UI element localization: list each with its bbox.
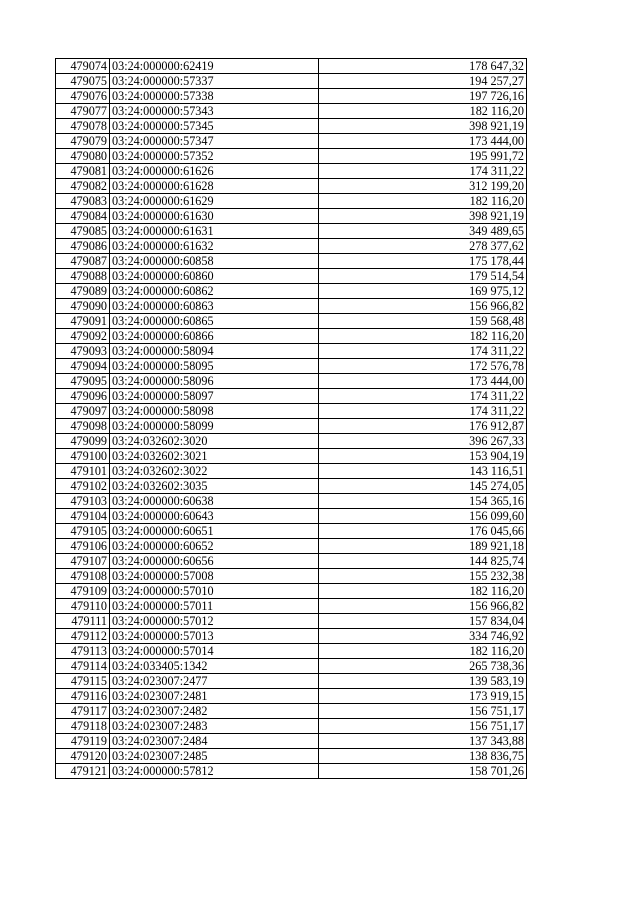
table-row (56, 404, 527, 419)
cadastral-number-cell: 03:24:000000:57012 (110, 614, 319, 629)
row-number-cell: 479119 (56, 734, 110, 749)
row-number-cell: 479105 (56, 524, 110, 539)
table-row (56, 119, 527, 134)
table-row (56, 179, 527, 194)
row-number-cell: 479099 (56, 434, 110, 449)
table-row (56, 419, 527, 434)
row-number-cell: 479110 (56, 599, 110, 614)
table-row (56, 104, 527, 119)
cadastral-value-cell: 195 991,72 (319, 149, 527, 164)
cadastral-number-cell: 03:24:000000:57014 (110, 644, 319, 659)
row-number-cell: 479097 (56, 404, 110, 419)
row-number-cell: 479078 (56, 119, 110, 134)
table-row (56, 689, 527, 704)
cadastral-value-cell: 265 738,36 (319, 659, 527, 674)
table-row (56, 659, 527, 674)
cadastral-value-table (55, 58, 527, 779)
row-number-cell: 479118 (56, 719, 110, 734)
row-number-cell: 479117 (56, 704, 110, 719)
row-number-cell: 479103 (56, 494, 110, 509)
row-number-cell: 479084 (56, 209, 110, 224)
cadastral-number-cell: 03:24:032602:3035 (110, 479, 319, 494)
cadastral-number-cell: 03:24:000000:58098 (110, 404, 319, 419)
cadastral-number-cell: 03:24:023007:2484 (110, 734, 319, 749)
cadastral-number-cell: 03:24:023007:2485 (110, 749, 319, 764)
cadastral-number-cell: 03:24:000000:58095 (110, 359, 319, 374)
table-row (56, 149, 527, 164)
row-number-cell: 479111 (56, 614, 110, 629)
cadastral-number-cell: 03:24:032602:3020 (110, 434, 319, 449)
cadastral-value-cell: 173 919,15 (319, 689, 527, 704)
cadastral-number-cell: 03:24:000000:57013 (110, 629, 319, 644)
cadastral-value-cell: 174 311,22 (319, 389, 527, 404)
table-row (56, 74, 527, 89)
cadastral-value-cell: 179 514,54 (319, 269, 527, 284)
table-row (56, 614, 527, 629)
cadastral-number-cell: 03:24:000000:58099 (110, 419, 319, 434)
cadastral-number-cell: 03:24:023007:2477 (110, 674, 319, 689)
row-number-cell: 479082 (56, 179, 110, 194)
row-number-cell: 479113 (56, 644, 110, 659)
table-row (56, 134, 527, 149)
cadastral-number-cell: 03:24:000000:60651 (110, 524, 319, 539)
cadastral-number-cell: 03:24:000000:60858 (110, 254, 319, 269)
row-number-cell: 479080 (56, 149, 110, 164)
cadastral-value-cell: 176 912,87 (319, 419, 527, 434)
row-number-cell: 479086 (56, 239, 110, 254)
cadastral-value-cell: 153 904,19 (319, 449, 527, 464)
cadastral-value-cell: 156 751,17 (319, 704, 527, 719)
row-number-cell: 479093 (56, 344, 110, 359)
cadastral-value-cell: 312 199,20 (319, 179, 527, 194)
table-row (56, 209, 527, 224)
cadastral-number-cell: 03:24:000000:57011 (110, 599, 319, 614)
row-number-cell: 479100 (56, 449, 110, 464)
cadastral-number-cell: 03:24:000000:57812 (110, 764, 319, 779)
cadastral-number-cell: 03:24:032602:3022 (110, 464, 319, 479)
cadastral-value-cell: 143 116,51 (319, 464, 527, 479)
table-row (56, 299, 527, 314)
row-number-cell: 479087 (56, 254, 110, 269)
row-number-cell: 479079 (56, 134, 110, 149)
row-number-cell: 479094 (56, 359, 110, 374)
cadastral-value-cell: 145 274,05 (319, 479, 527, 494)
row-number-cell: 479112 (56, 629, 110, 644)
cadastral-value-cell: 175 178,44 (319, 254, 527, 269)
cadastral-number-cell: 03:24:032602:3021 (110, 449, 319, 464)
cadastral-number-cell: 03:24:023007:2482 (110, 704, 319, 719)
cadastral-value-cell: 334 746,92 (319, 629, 527, 644)
table-row (56, 449, 527, 464)
table-row (56, 704, 527, 719)
cadastral-value-cell: 174 311,22 (319, 404, 527, 419)
cadastral-value-cell: 278 377,62 (319, 239, 527, 254)
row-number-cell: 479121 (56, 764, 110, 779)
table-row (56, 224, 527, 239)
table-row (56, 434, 527, 449)
cadastral-value-cell: 157 834,04 (319, 614, 527, 629)
table-row (56, 764, 527, 779)
table-row (56, 629, 527, 644)
table-row (56, 749, 527, 764)
table-row (56, 89, 527, 104)
cadastral-number-cell: 03:24:000000:58096 (110, 374, 319, 389)
cadastral-number-cell: 03:24:000000:57347 (110, 134, 319, 149)
cadastral-number-cell: 03:24:000000:60652 (110, 539, 319, 554)
cadastral-number-cell: 03:24:000000:57337 (110, 74, 319, 89)
table-row (56, 359, 527, 374)
table-row (56, 569, 527, 584)
cadastral-value-cell: 349 489,65 (319, 224, 527, 239)
cadastral-value-cell: 138 836,75 (319, 749, 527, 764)
cadastral-value-cell: 398 921,19 (319, 119, 527, 134)
cadastral-number-cell: 03:24:000000:60638 (110, 494, 319, 509)
cadastral-value-cell: 139 583,19 (319, 674, 527, 689)
cadastral-value-cell: 158 701,26 (319, 764, 527, 779)
cadastral-number-cell: 03:24:000000:60643 (110, 509, 319, 524)
cadastral-value-cell: 172 576,78 (319, 359, 527, 374)
cadastral-number-cell: 03:24:000000:61626 (110, 164, 319, 179)
cadastral-number-cell: 03:24:000000:57338 (110, 89, 319, 104)
cadastral-number-cell: 03:24:000000:62419 (110, 59, 319, 74)
table-row (56, 599, 527, 614)
cadastral-number-cell: 03:24:023007:2483 (110, 719, 319, 734)
cadastral-value-cell: 182 116,20 (319, 584, 527, 599)
cadastral-number-cell: 03:24:000000:61628 (110, 179, 319, 194)
table-row (56, 464, 527, 479)
row-number-cell: 479090 (56, 299, 110, 314)
cadastral-number-cell: 03:24:000000:57345 (110, 119, 319, 134)
cadastral-number-cell: 03:24:000000:61629 (110, 194, 319, 209)
cadastral-value-cell: 396 267,33 (319, 434, 527, 449)
table-row (56, 644, 527, 659)
cadastral-value-cell: 156 099,60 (319, 509, 527, 524)
row-number-cell: 479089 (56, 284, 110, 299)
cadastral-number-cell: 03:24:000000:61631 (110, 224, 319, 239)
row-number-cell: 479109 (56, 584, 110, 599)
table-row (56, 284, 527, 299)
cadastral-value-cell: 197 726,16 (319, 89, 527, 104)
row-number-cell: 479107 (56, 554, 110, 569)
row-number-cell: 479088 (56, 269, 110, 284)
row-number-cell: 479095 (56, 374, 110, 389)
cadastral-value-cell: 156 966,82 (319, 599, 527, 614)
row-number-cell: 479074 (56, 59, 110, 74)
cadastral-number-cell: 03:24:000000:57352 (110, 149, 319, 164)
row-number-cell: 479085 (56, 224, 110, 239)
cadastral-number-cell: 03:24:033405:1342 (110, 659, 319, 674)
cadastral-value-cell: 182 116,20 (319, 104, 527, 119)
cadastral-number-cell: 03:24:000000:60866 (110, 329, 319, 344)
row-number-cell: 479081 (56, 164, 110, 179)
row-number-cell: 479104 (56, 509, 110, 524)
table-row (56, 314, 527, 329)
table-row (56, 389, 527, 404)
cadastral-value-cell: 398 921,19 (319, 209, 527, 224)
cadastral-number-cell: 03:24:000000:61630 (110, 209, 319, 224)
row-number-cell: 479091 (56, 314, 110, 329)
row-number-cell: 479115 (56, 674, 110, 689)
cadastral-value-cell: 173 444,00 (319, 374, 527, 389)
cadastral-value-cell: 174 311,22 (319, 164, 527, 179)
table-row (56, 509, 527, 524)
table-row (56, 269, 527, 284)
row-number-cell: 479083 (56, 194, 110, 209)
table-row (56, 239, 527, 254)
table-row (56, 254, 527, 269)
table-row (56, 734, 527, 749)
row-number-cell: 479120 (56, 749, 110, 764)
row-number-cell: 479096 (56, 389, 110, 404)
row-number-cell: 479114 (56, 659, 110, 674)
cadastral-value-cell: 182 116,20 (319, 194, 527, 209)
cadastral-value-cell: 154 365,16 (319, 494, 527, 509)
cadastral-number-cell: 03:24:000000:57010 (110, 584, 319, 599)
table-row (56, 59, 527, 74)
cadastral-value-cell: 169 975,12 (319, 284, 527, 299)
cadastral-number-cell: 03:24:000000:60863 (110, 299, 319, 314)
cadastral-value-cell: 182 116,20 (319, 329, 527, 344)
cadastral-number-cell: 03:24:000000:61632 (110, 239, 319, 254)
cadastral-value-cell: 194 257,27 (319, 74, 527, 89)
cadastral-number-cell: 03:24:000000:58097 (110, 389, 319, 404)
row-number-cell: 479116 (56, 689, 110, 704)
cadastral-value-cell: 156 751,17 (319, 719, 527, 734)
cadastral-value-cell: 182 116,20 (319, 644, 527, 659)
table-row (56, 554, 527, 569)
row-number-cell: 479098 (56, 419, 110, 434)
cadastral-number-cell: 03:24:023007:2481 (110, 689, 319, 704)
cadastral-number-cell: 03:24:000000:57008 (110, 569, 319, 584)
cadastral-number-cell: 03:24:000000:57343 (110, 104, 319, 119)
cadastral-value-cell: 176 045,66 (319, 524, 527, 539)
row-number-cell: 479108 (56, 569, 110, 584)
row-number-cell: 479102 (56, 479, 110, 494)
table-body (56, 59, 527, 779)
row-number-cell: 479076 (56, 89, 110, 104)
table-row (56, 719, 527, 734)
cadastral-number-cell: 03:24:000000:60656 (110, 554, 319, 569)
table-row (56, 479, 527, 494)
table-row (56, 194, 527, 209)
table-row (56, 674, 527, 689)
row-number-cell: 479106 (56, 539, 110, 554)
table-row (56, 374, 527, 389)
cadastral-value-cell: 178 647,32 (319, 59, 527, 74)
table-row (56, 344, 527, 359)
row-number-cell: 479077 (56, 104, 110, 119)
cadastral-number-cell: 03:24:000000:60860 (110, 269, 319, 284)
cadastral-value-cell: 189 921,18 (319, 539, 527, 554)
cadastral-number-cell: 03:24:000000:58094 (110, 344, 319, 359)
cadastral-value-cell: 137 343,88 (319, 734, 527, 749)
cadastral-value-cell: 159 568,48 (319, 314, 527, 329)
cadastral-value-cell: 174 311,22 (319, 344, 527, 359)
row-number-cell: 479101 (56, 464, 110, 479)
table-row (56, 164, 527, 179)
table-row (56, 524, 527, 539)
row-number-cell: 479092 (56, 329, 110, 344)
table-row (56, 584, 527, 599)
cadastral-value-cell: 173 444,00 (319, 134, 527, 149)
table-row (56, 539, 527, 554)
row-number-cell: 479075 (56, 74, 110, 89)
table-row (56, 494, 527, 509)
table-row (56, 329, 527, 344)
cadastral-number-cell: 03:24:000000:60865 (110, 314, 319, 329)
cadastral-value-cell: 156 966,82 (319, 299, 527, 314)
cadastral-value-cell: 155 232,38 (319, 569, 527, 584)
cadastral-number-cell: 03:24:000000:60862 (110, 284, 319, 299)
cadastral-value-cell: 144 825,74 (319, 554, 527, 569)
